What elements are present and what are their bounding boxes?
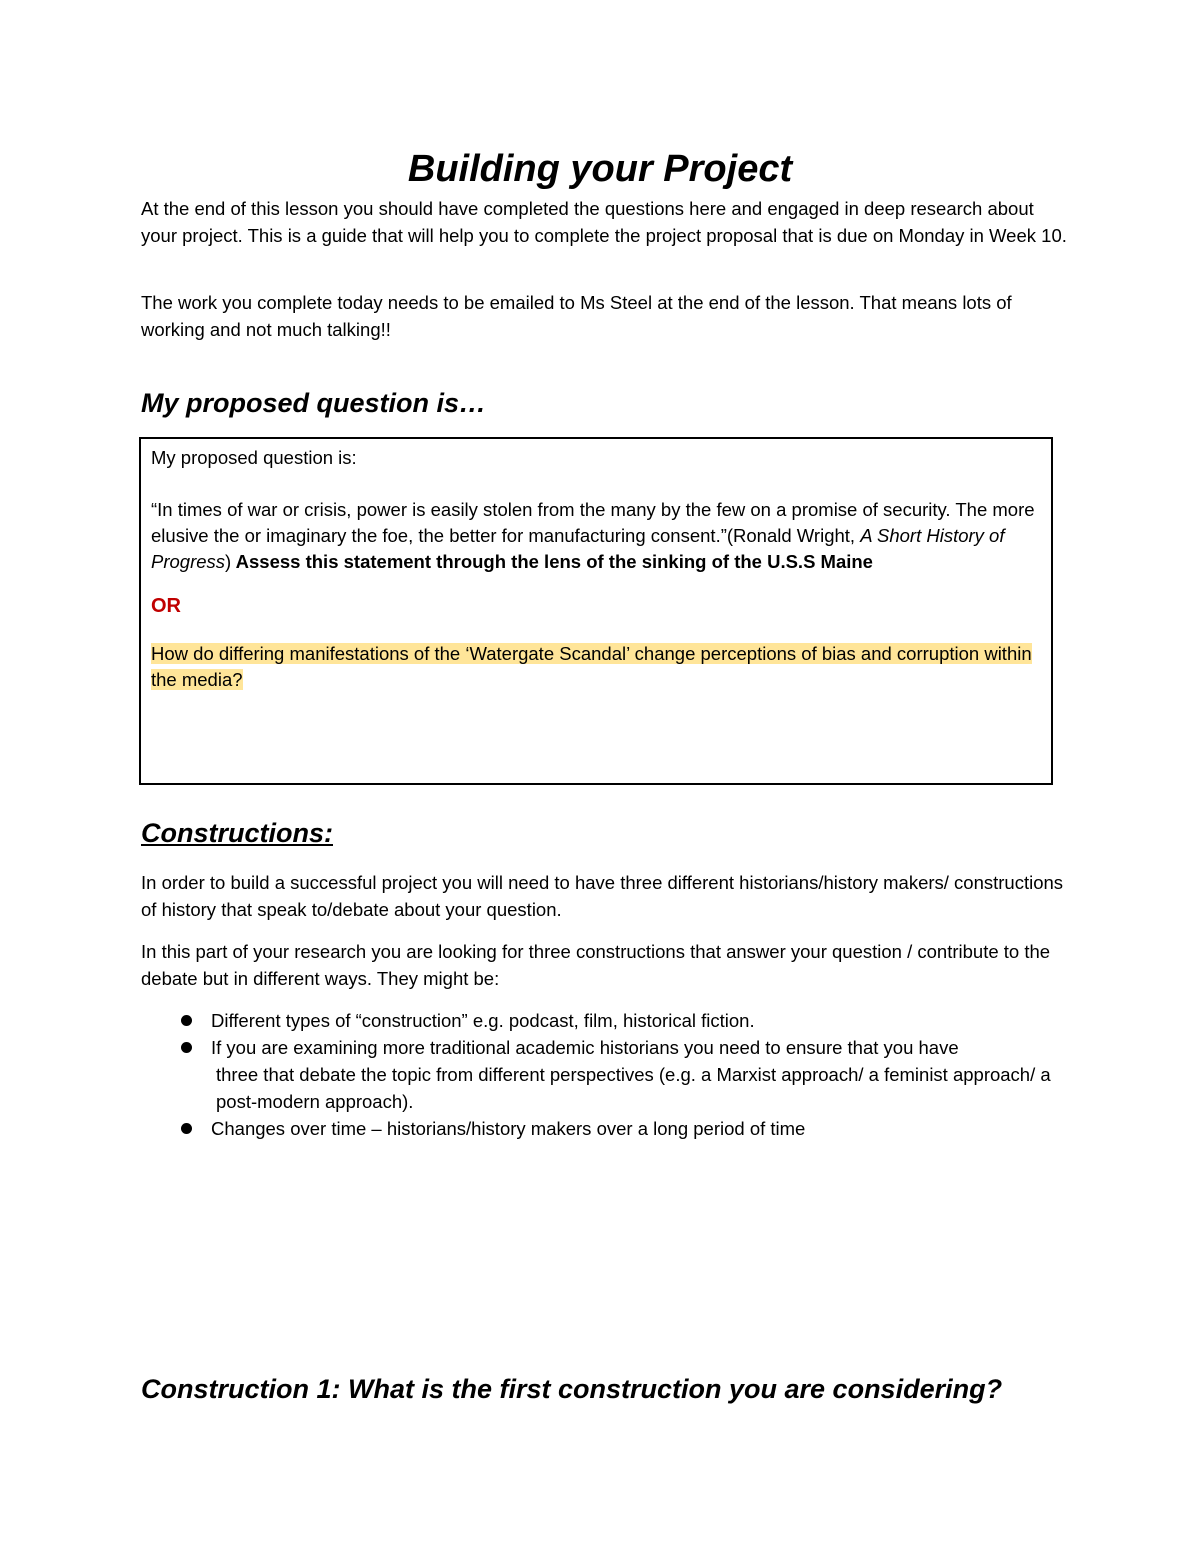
proposed-question-heading: My proposed question is… [141, 388, 487, 418]
box-label: My proposed question is: [151, 447, 357, 468]
or-label: OR [151, 595, 181, 617]
spacer [151, 471, 1041, 497]
question-option-1 [151, 497, 1041, 575]
assess-statement: Assess this statement through the lens of the sinking of the U.S.S Maine [231, 551, 873, 572]
page-title: Building your Project [407, 148, 793, 190]
bullet-text: Different types of “construction” e.g. podcast, film, historical fiction. [211, 1010, 755, 1031]
highlighted-question: How do differing manifestations of the ‘Watergate Scandal’ change perceptions of bias and corruption within the media? [151, 643, 1032, 690]
bullet-icon [181, 1123, 192, 1134]
intro-paragraph-2: The work you complete today needs to be emailed to Ms Steel at the end of the lesson. That means lots of working and not much talking!! [141, 292, 1012, 340]
bullet-text-continued: three that debate the topic from different perspectives (e.g. a Marxist approach/ a feminist approach/ a post-modern approach). [216, 1064, 1051, 1112]
list-item [141, 1034, 1071, 1115]
bullet-icon [181, 1015, 192, 1026]
question-option-2 [151, 641, 1041, 693]
bullet-text: Changes over time – historians/history makers over a long period of time [211, 1118, 806, 1139]
construction-1-heading: Construction 1: What is the first construction you are considering? [141, 1374, 1003, 1404]
book-title: A Short History of Progress [151, 525, 1005, 572]
spacer [151, 575, 1041, 593]
proposed-question-box[interactable] [139, 437, 1053, 785]
close-paren: ) [225, 551, 232, 572]
constructions-paragraph-1: In order to build a successful project you will need to have three different historians/history makers/ constructions of history that speak to/debate about your question. [141, 872, 1064, 920]
intro-paragraph-1: At the end of this lesson you should have completed the questions here and engaged in deep research about your project. This is a guide that will help you to complete the project proposal that is due on Monday in Week 10. [141, 198, 1067, 246]
bullet-icon [181, 1042, 192, 1053]
constructions-bullet-list [141, 1007, 1071, 1142]
bullet-text: If you are examining more traditional academic historians you need to ensure that you have [211, 1037, 959, 1058]
constructions-heading: Constructions: [141, 818, 333, 848]
spacer [151, 619, 1041, 641]
list-item [141, 1007, 1071, 1034]
quote-text: “In times of war or crisis, power is easily stolen from the many by the few on a promise of security. The more elusive the or imaginary the foe, the better for manufacturing consent.”(Ronald Wright, [151, 499, 1035, 546]
list-item [141, 1115, 1071, 1142]
constructions-paragraph-2: In this part of your research you are looking for three constructions that answer your question / contribute to the debate but in different ways. They might be: [141, 941, 1051, 989]
